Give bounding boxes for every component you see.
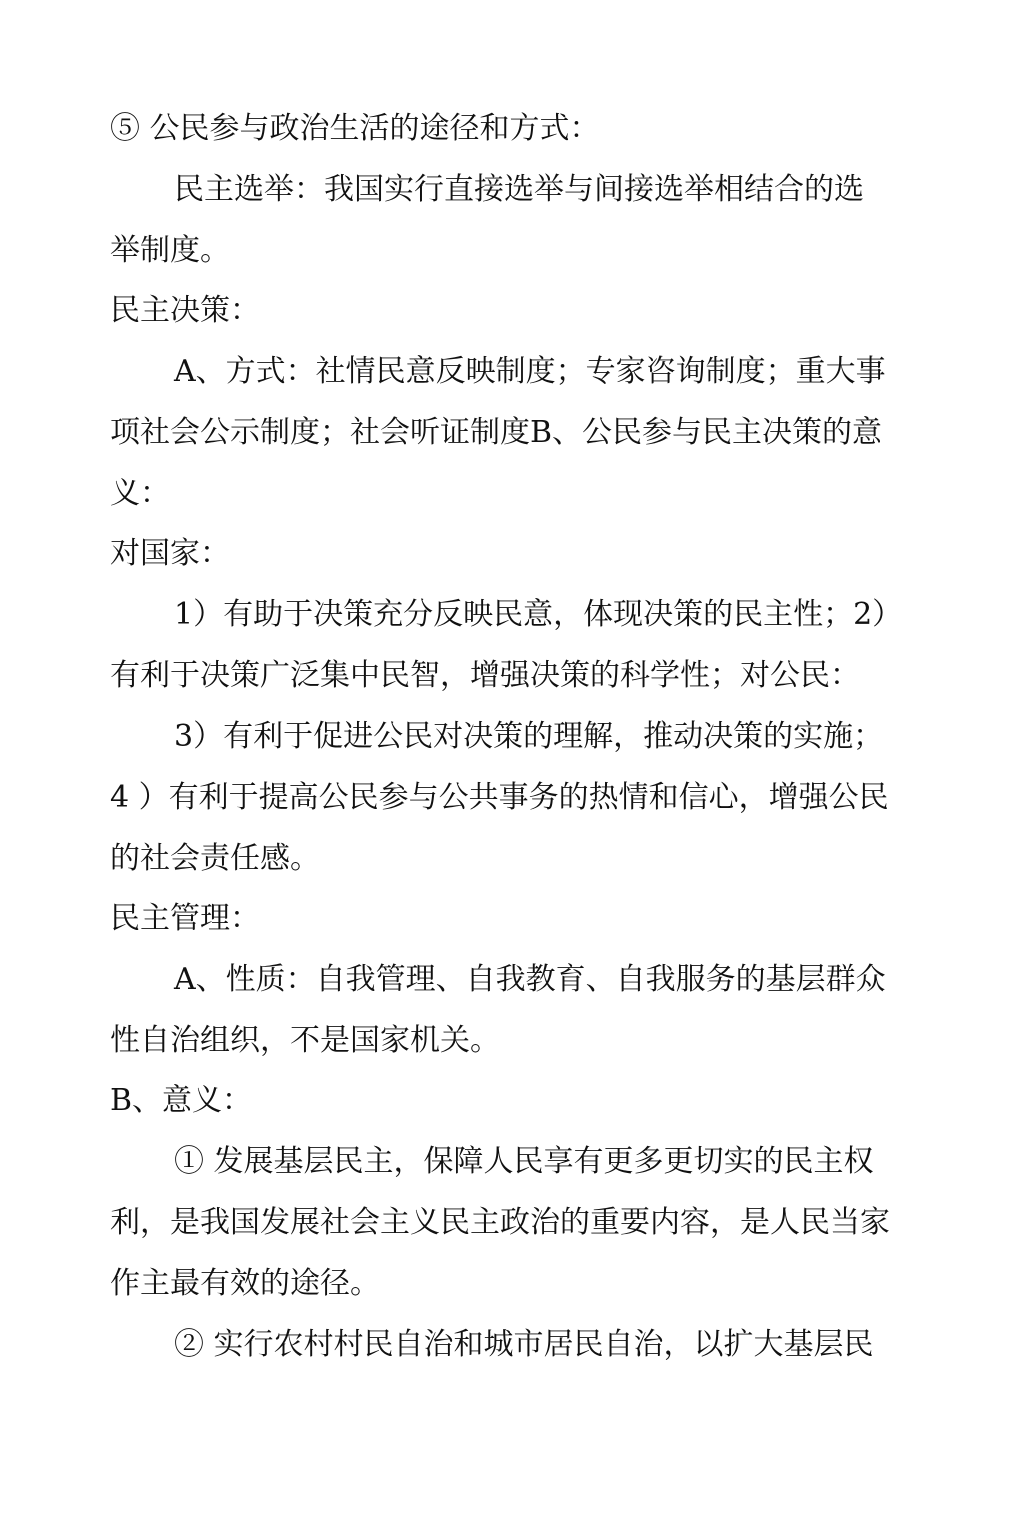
paragraph-decision-significance-country: 1）有助于决策充分反映民意，体现决策的民主性；2）有利于决策广泛集中民智，增强决策的科学性；对公民： (110, 597, 888, 693)
paragraph-management-nature: A、性质：自我管理、自我教育、自我服务的基层群众性自治组织，不是国家机关。 (110, 962, 886, 1058)
paragraph-for-country: 对国家： (110, 536, 230, 571)
paragraph-ways-heading: ⑤ 公民参与政治生活的途径和方式： (110, 111, 600, 146)
paragraph-decision-methods: A、方式：社情民意反映制度；专家咨询制度；重大事项社会公示制度；社会听证制度B、公民参与民主决策的意义： (110, 354, 886, 511)
paragraph-significance-point-1: ① 发展基层民主，保障人民享有更多更切实的民主权利，是我国发展社会主义民主政治的重要内容，是人民当家作主最有效的途径。 (110, 1144, 890, 1301)
paragraph-democratic-decision-heading: 民主决策： (110, 293, 260, 328)
paragraph-management-significance-heading: B、意义： (110, 1083, 253, 1118)
paragraph-democratic-management-heading: 民主管理： (110, 901, 260, 936)
paragraph-decision-significance-citizen: 3）有利于促进公民对决策的理解，推动决策的实施；4 ）有利于提高公民参与公共事务的热情和信心，增强公民的社会责任感。 (110, 719, 889, 876)
paragraph-significance-point-2: ② 实行农村村民自治和城市居民自治，以扩大基层民 (174, 1327, 874, 1362)
paragraph-democratic-election: 民主选举：我国实行直接选举与间接选举相结合的选举制度。 (110, 172, 864, 268)
